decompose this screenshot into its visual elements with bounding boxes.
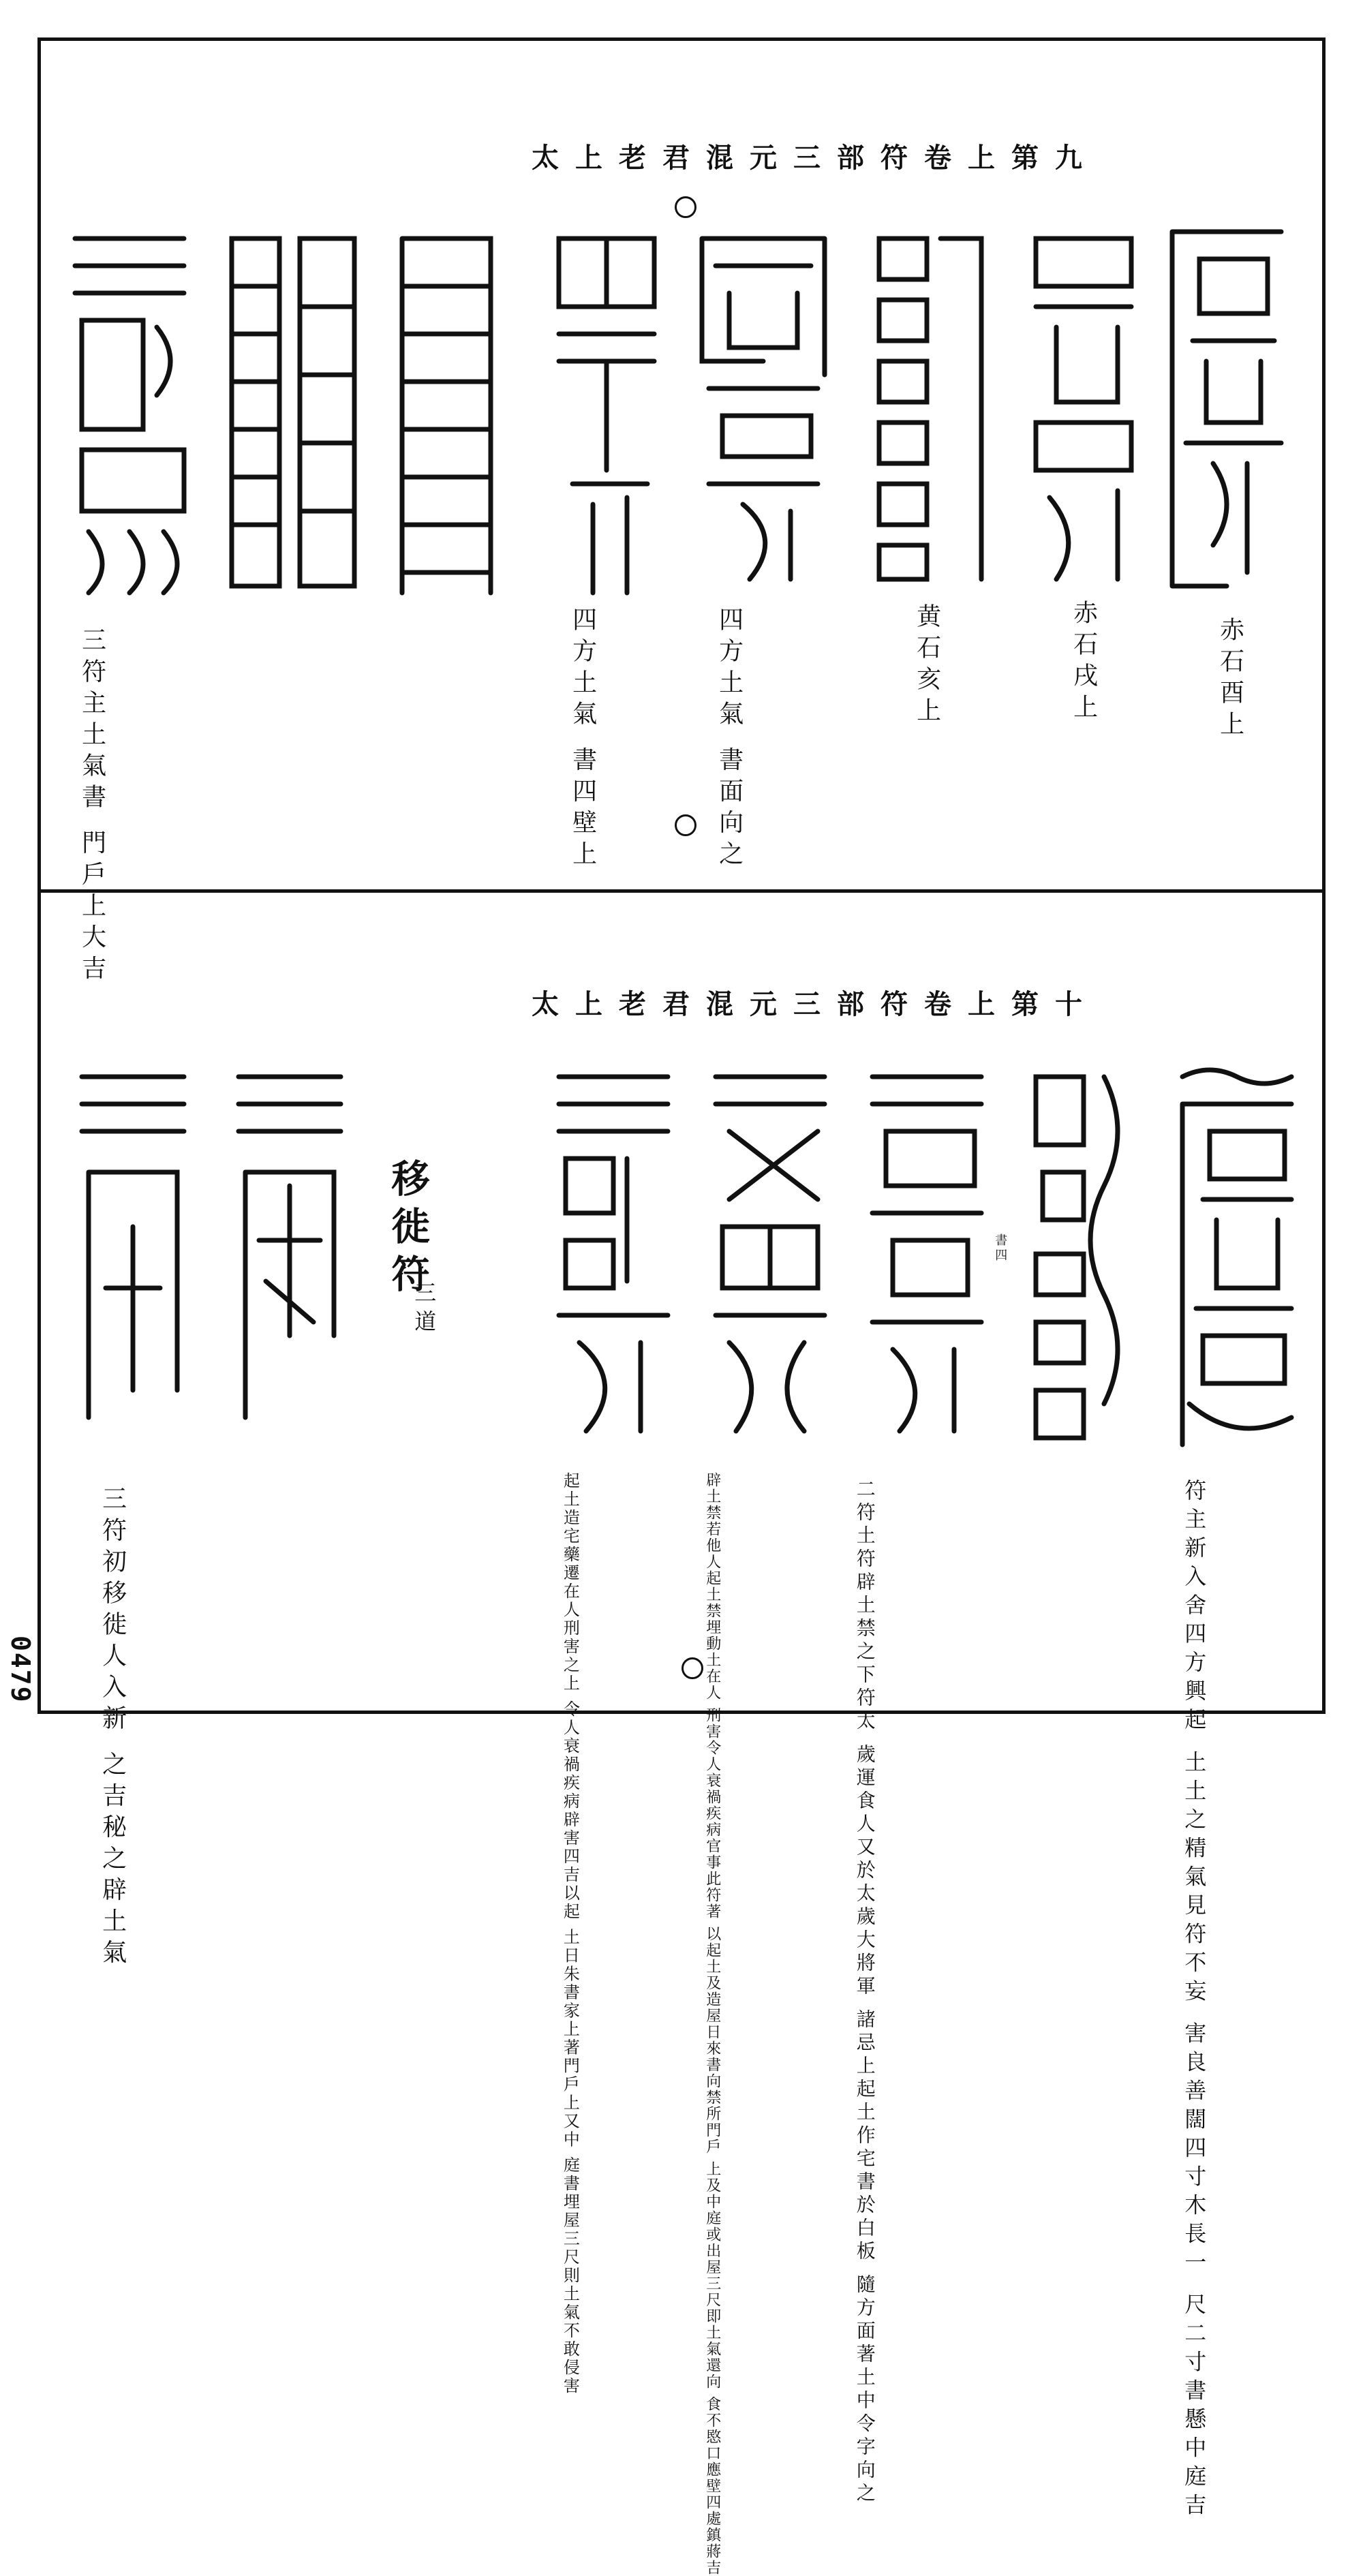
caption-11 bbox=[559, 1472, 581, 2395]
caption-line: 土土之精氣見符不妄 bbox=[1181, 1750, 1208, 2008]
ring-mark bbox=[675, 196, 696, 218]
caption-line: 赤石戌上 bbox=[1069, 600, 1098, 725]
caption-line: 書四 bbox=[993, 1233, 1008, 1263]
talisman-15 bbox=[68, 1063, 198, 1445]
top-panel-header: 太上老君混元三部符卷上第九 bbox=[532, 142, 1099, 174]
talisman-9 bbox=[1169, 1063, 1305, 1465]
talisman-11 bbox=[859, 1063, 995, 1458]
talisman-10 bbox=[1022, 1063, 1152, 1452]
caption-line: 歲運食人又於太歲大將軍 bbox=[853, 1743, 876, 1999]
ring-mark bbox=[675, 814, 696, 836]
caption-line: 令人衰禍疾病辟害四吉以起 bbox=[560, 1700, 580, 1921]
caption-1 bbox=[1213, 617, 1246, 742]
talisman-6 bbox=[388, 225, 511, 607]
panel-divider bbox=[37, 889, 1326, 893]
caption-line: 黄石亥上 bbox=[913, 603, 941, 729]
caption-line: 上及中庭或出屋三尺即土氣還向 bbox=[703, 2161, 721, 2390]
caption-line: 四方土氣 bbox=[568, 607, 597, 732]
caption-line: 門戶上大吉 bbox=[78, 829, 106, 987]
caption-line: 食不愍口應壁四處鎮蔣吉 bbox=[703, 2396, 721, 2576]
caption-2 bbox=[1067, 600, 1100, 725]
caption-line: 符主新入舍四方興起 bbox=[1181, 1479, 1208, 1736]
caption-line: 三符初移徙人入新 bbox=[98, 1486, 127, 1736]
caption-line: 辟土禁若他人起土禁埋動土在人 bbox=[703, 1472, 721, 1701]
caption-line: 赤石酉上 bbox=[1216, 617, 1244, 742]
page-number: 0479 bbox=[5, 1636, 35, 1704]
bottom-panel-header: 太上老君混元三部符卷上第十 bbox=[532, 988, 1099, 1020]
caption-line: 之吉秘之辟土氣 bbox=[98, 1751, 127, 1971]
caption-line: 書面向之 bbox=[715, 746, 744, 872]
title-text: 移徙符 bbox=[385, 1159, 431, 1302]
caption-6 bbox=[75, 627, 108, 986]
talisman-5 bbox=[545, 225, 668, 607]
section-title bbox=[382, 1159, 433, 1302]
caption-3 bbox=[910, 603, 943, 729]
talisman-1 bbox=[1159, 218, 1295, 600]
ring-mark bbox=[682, 1657, 703, 1679]
caption-line: 三道 bbox=[411, 1281, 438, 1338]
talisman-14 bbox=[225, 1063, 354, 1445]
caption-line: 以起土及造屋日來書向禁所門戶 bbox=[703, 1926, 721, 2155]
caption-line: 諸忌上起土作宅書於白板 bbox=[853, 2008, 876, 2264]
caption-line: 隨方面著土中令字向之 bbox=[853, 2273, 876, 2506]
caption-9 bbox=[852, 1479, 878, 2506]
talisman-7 bbox=[218, 225, 368, 607]
caption-line: 庭書埋屋三尺則土氣不敢侵害 bbox=[560, 2156, 580, 2395]
caption-line: 土日朱書家上著門戶上又中 bbox=[560, 1928, 580, 2149]
talisman-2 bbox=[1015, 225, 1152, 593]
caption-7 bbox=[1179, 1479, 1208, 2522]
caption-5 bbox=[566, 607, 599, 872]
caption-12 bbox=[95, 1486, 129, 1970]
section-count bbox=[409, 1281, 438, 1338]
caption-line: 四方土氣 bbox=[715, 607, 744, 732]
talisman-8 bbox=[61, 225, 198, 607]
talisman-4 bbox=[688, 225, 838, 593]
caption-line: 書四壁上 bbox=[568, 746, 597, 872]
caption-line: 尺二寸書懸中庭吉 bbox=[1181, 2293, 1208, 2522]
caption-8 bbox=[992, 1233, 1008, 1263]
talisman-12 bbox=[702, 1063, 838, 1458]
caption-line: 起土造宅藥遷在人刑害之上 bbox=[560, 1472, 580, 1693]
talisman-3 bbox=[859, 225, 995, 593]
caption-line: 三符主土氣書 bbox=[78, 627, 106, 815]
caption-10 bbox=[702, 1472, 722, 2576]
caption-line: 二符土符辟土禁之下符太 bbox=[853, 1479, 876, 1734]
caption-line: 害良善闊四寸木長一 bbox=[1181, 2021, 1208, 2280]
caption-line: 刑害令人衰禍疾病官事此符著 bbox=[703, 1707, 721, 1920]
talisman-13 bbox=[545, 1063, 682, 1458]
caption-4 bbox=[712, 607, 746, 872]
